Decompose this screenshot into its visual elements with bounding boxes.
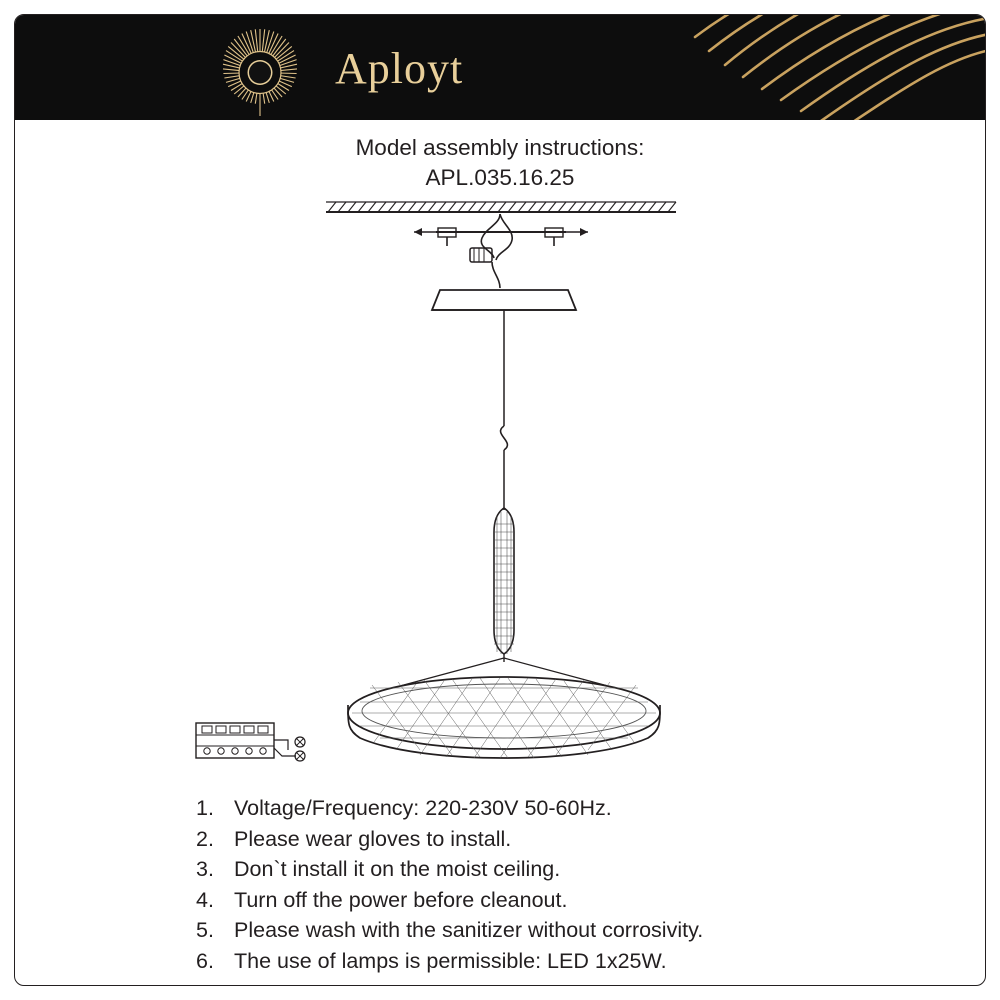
note-text: Turn off the power before cleanout. — [234, 887, 568, 912]
suspension-cable — [501, 310, 508, 510]
note-number: 1. — [196, 796, 214, 820]
note-number: 6. — [196, 948, 214, 973]
canopy-plate — [432, 290, 576, 310]
list-item — [196, 885, 956, 916]
list-item — [196, 854, 956, 885]
note-text: Don`t install it on the moist ceiling. — [234, 857, 561, 881]
sunburst-icon — [195, 25, 325, 120]
note-number: 4. — [196, 887, 214, 912]
list-item — [196, 824, 956, 855]
note-text: Please wash with the sanitizer without corrosivity. — [234, 918, 704, 942]
note-number: 5. — [196, 918, 214, 942]
note-text: Please wear gloves to install. — [234, 826, 512, 851]
list-item — [196, 915, 956, 946]
instructions-label: Model assembly instructions: — [355, 135, 645, 160]
cylindrical-diffuser — [494, 508, 514, 662]
disc-shade — [348, 677, 660, 758]
model-code: APL.035.16.25 — [425, 165, 575, 190]
model-title-block — [0, 133, 1000, 193]
cable-break-symbol — [501, 426, 508, 450]
note-text: The use of lamps is permissible: LED 1x25W. — [234, 948, 667, 973]
list-item — [196, 946, 956, 977]
ceiling-hatch — [326, 202, 676, 212]
suspension-wire-loop — [470, 214, 512, 288]
pendant-lamp-assembly-diagram — [0, 190, 1000, 770]
header-banner — [15, 15, 985, 120]
instruction-notes-list — [196, 793, 956, 976]
brand-title: Aployt — [335, 44, 464, 93]
note-text: Voltage/Frequency: 220-230V 50-60Hz. — [234, 796, 612, 820]
note-number: 2. — [196, 826, 214, 851]
terminal-block — [196, 723, 305, 761]
mounting-bracket — [414, 228, 588, 246]
list-item — [196, 793, 956, 824]
note-number: 3. — [196, 857, 214, 881]
radiating-lines-icon — [665, 15, 985, 120]
